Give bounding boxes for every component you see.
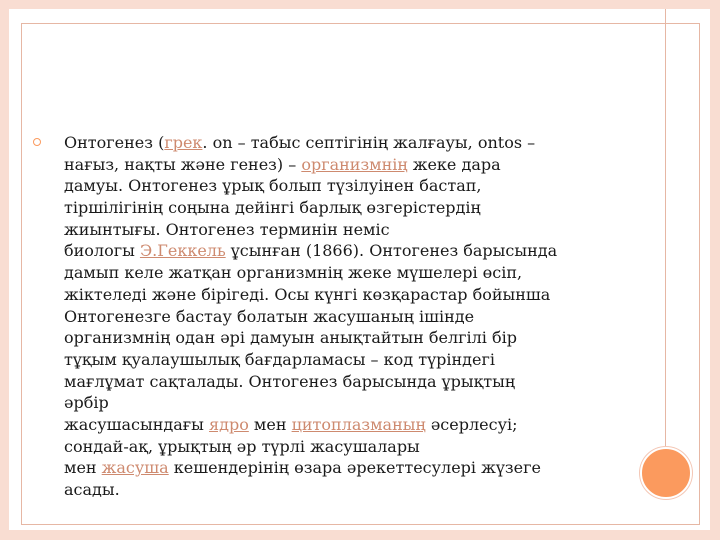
text-line: мағлұмат сақталады. Онтогенез барысында ұрықтың: [64, 371, 516, 391]
link-grek[interactable]: грек: [164, 133, 203, 152]
text-line: әрбір: [64, 393, 109, 413]
text-line: [64, 132, 632, 154]
text-line: организмнің одан әрі дамуын анықтайтын белгілі бір: [64, 328, 517, 348]
text-line: [64, 240, 632, 262]
text-segment: биологы: [64, 241, 140, 261]
text-segment: Онтогенез (: [64, 133, 165, 152]
text-line: асады.: [64, 480, 120, 499]
link-haeckel[interactable]: Э.Геккель: [139, 241, 226, 261]
text-segment: кешендерінің өзара әрекеттесулері жүзеге: [168, 458, 541, 478]
text-segment: мен: [248, 414, 292, 434]
bullet-ring-icon: [33, 138, 41, 146]
text-segment: . on – табыс септігінің жалғауы, ontos –: [202, 133, 536, 152]
text-segment: мен: [64, 458, 102, 478]
accent-circle-decoration: [640, 447, 692, 499]
text-segment: әсерлесуі;: [425, 414, 518, 434]
text-segment: ұсынған (1866). Онтогенез барысында: [225, 241, 558, 261]
frame-top-border: [0, 0, 720, 9]
text-line: дамуы. Онтогенез ұрық болып түзілуінен бастап,: [64, 176, 482, 196]
text-line: тұқым қуалаушылық бағдарламасы – код түріндегі: [64, 349, 495, 369]
link-organizmning[interactable]: организмнің: [301, 154, 408, 174]
text-line: [64, 457, 632, 479]
frame-right-border: [710, 9, 720, 540]
text-segment: жеке дара: [407, 154, 501, 174]
link-citoplazma[interactable]: цитоплазманың: [291, 414, 426, 434]
text-line: [64, 154, 632, 176]
text-line: сондай-ақ, ұрықтың әр түрлі жасушалары: [64, 436, 420, 456]
body-paragraph: [64, 132, 632, 501]
text-line: тіршілігінің соңына дейінгі барлық өзгерістердің: [64, 198, 481, 218]
frame-left-border: [0, 9, 9, 540]
frame-bottom-border: [0, 530, 720, 540]
text-line: жиынтығы. Онтогенез терминін неміс: [64, 219, 390, 239]
text-line: жіктеледі және бірігеді. Осы күнгі көзқарастар бойынша: [64, 284, 551, 304]
accent-vertical-line: [665, 9, 666, 449]
link-yadro[interactable]: ядро: [209, 414, 249, 434]
text-segment: нағыз, нақты және генез) –: [64, 154, 302, 174]
text-line: дамып келе жатқан организмнің жеке мүшелері өсіп,: [64, 263, 523, 283]
text-line: Онтогенезге бастау болатын жасушаның ішінде: [64, 306, 475, 326]
text-segment: жасушасындағы: [64, 414, 209, 434]
text-line: [64, 414, 632, 436]
link-zhasusha[interactable]: жасуша: [101, 458, 169, 478]
